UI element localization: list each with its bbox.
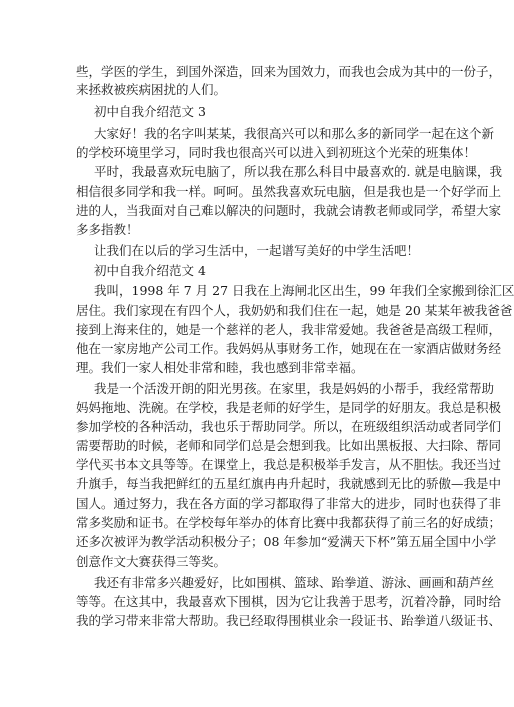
paragraph-line: 参加学校的各种活动，我也乐于帮助同学。所以，在班级组织活动或者同学们 (76, 419, 502, 434)
paragraph-line: 妈妈拖地、洗碗。在学校，我是老师的好学生，是同学的好朋友。我总是积极 (76, 400, 502, 415)
paragraph-line: 我是一个活泼开朗的阳光男孩。在家里，我是妈妈的小帮手，我经常帮助 (94, 381, 495, 396)
paragraph-line: 我的学习带来非常大帮助。我已经取得围棋业余一段证书、跆拳道八级证书、 (76, 613, 502, 628)
paragraph-line: 平时，我最喜欢玩电脑了，所以我在那么科目中最喜欢的. 就是电脑课，我 (94, 164, 502, 179)
paragraph-line: 居住。我们家现在有四个人，我奶奶和我们住在一起，她是 20 某某年被我爸爸 (76, 303, 513, 318)
paragraph-line: 相信很多同学和我一样。呵呵。虽然我喜欢玩电脑，但是我也是一个好学而上 (76, 184, 502, 199)
paragraph-line: 创意作文大赛获得三等奖。 (76, 554, 227, 569)
paragraph-line: 的学校环境里学习，同时我也很高兴可以进入到初班这个光荣的班集体！ (76, 145, 477, 160)
paragraph-line: 让我们在以后的学习生活中，一起谱写美好的中学生活吧！ (94, 243, 420, 258)
paragraph-line: 升旗手，每当我把鲜红的五星红旗冉冉升起时，我就感到无比的骄傲—我是中 (76, 476, 502, 491)
paragraph-line: 多多指教！ (76, 222, 139, 237)
paragraph-line: 些，学医的学生，到国外深造，回来为国效力，而我也会成为其中的一份子， (76, 64, 502, 79)
paragraph-line: 理。我们一家人相处非常和睦，我也感到非常幸福。 (76, 360, 364, 375)
section-heading: 初中自我介绍范文 4 (94, 263, 206, 278)
paragraph-line: 还多次被评为教学活动积极分子；08 年参加“爱满天下杯”第五届全国中小学 (76, 534, 497, 549)
paragraph-line: 需要帮助的时候，老师和同学们总是会想到我。比如出黑板报、大扫除、帮同 (76, 438, 502, 453)
paragraph-line: 大家好！我的名字叫某某，我很高兴可以和那么多的新同学一起在这个新 (94, 126, 495, 141)
section-heading: 初中自我介绍范文 3 (94, 104, 206, 119)
paragraph-line: 国人。通过努力，我在各方面的学习都取得了非常大的进步，同时也获得了非 (76, 496, 502, 511)
paragraph-line: 学代买书本文具等等。在课堂上，我总是积极举手发言，从不胆怯。我还当过 (76, 457, 502, 472)
paragraph-line: 我叫，1998 年 7 月 27 日我在上海闸北区出生，99 年我们全家搬到徐汇区 (94, 283, 514, 298)
paragraph-line: 他在一家房地产公司工作。我妈妈从事财务工作，她现在在一家酒店做财务经 (76, 341, 502, 356)
paragraph-line: 来拯救被疾病困扰的人们。 (76, 82, 227, 97)
paragraph-line: 进的人，当我面对自己难以解决的问题时，我就会请教老师或同学，希望大家 (76, 203, 502, 218)
paragraph-line: 接到上海来住的，她是一个慈祥的老人，我非常爱她。我爸爸是高级工程师， (76, 322, 502, 337)
paragraph-line: 常多奖励和证书。在学校每年举办的体育比赛中我都获得了前三名的好成绩； (76, 515, 502, 530)
paragraph-line: 我还有非常多兴趣爱好，比如围棋、篮球、跆拳道、游泳、画画和葫芦丝 (94, 575, 495, 590)
paragraph-line: 等等。在这其中，我最喜欢下围棋，因为它让我善于思考，沉着冷静，同时给 (76, 594, 502, 609)
